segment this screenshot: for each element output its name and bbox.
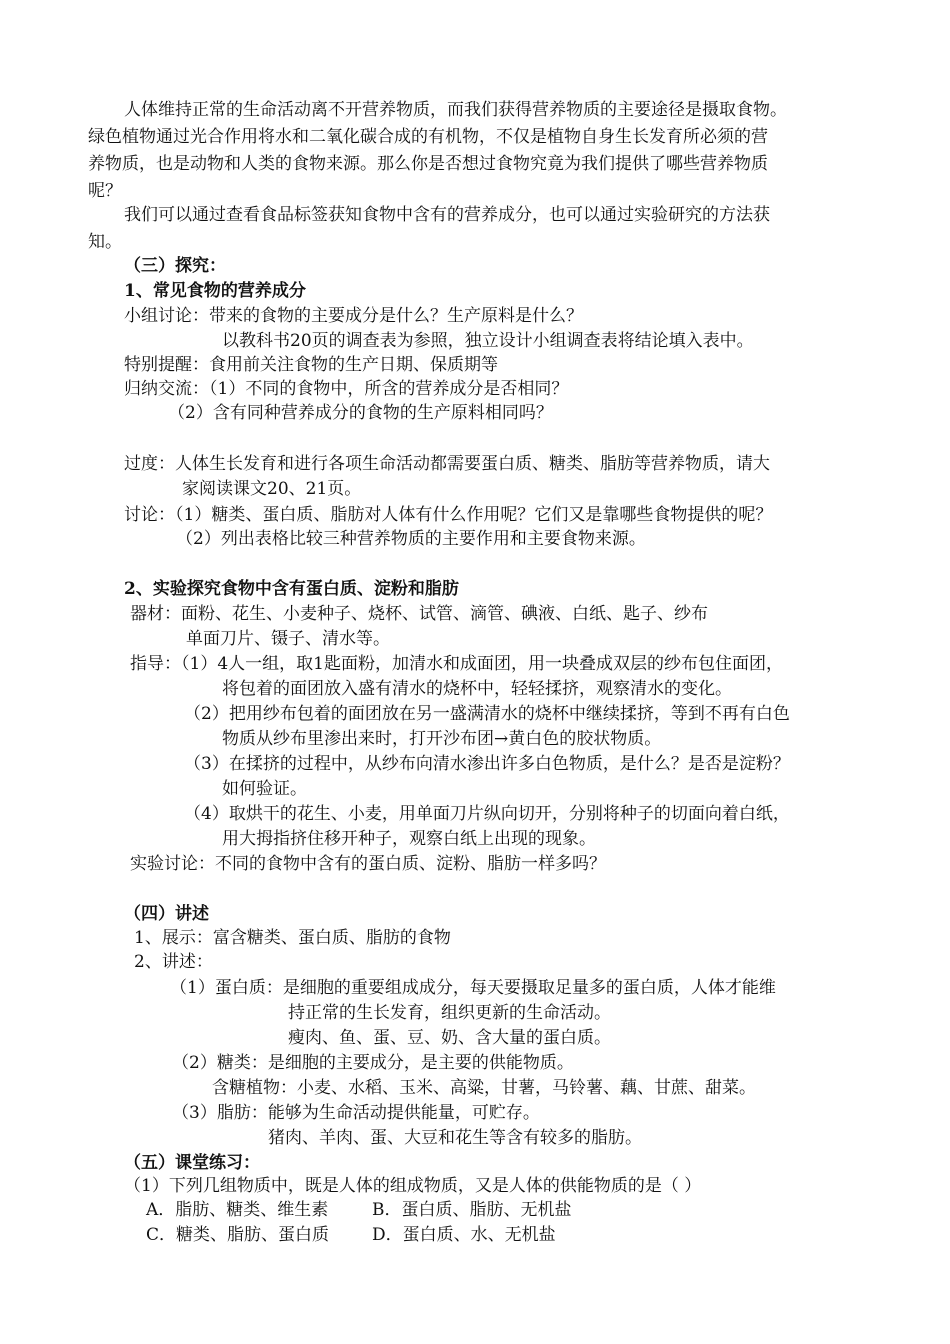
body-line: 瘦肉、鱼、蛋、豆、奶、含大量的蛋白质。 <box>288 1028 611 1048</box>
exercise-option: D．蛋白质、水、无机盐 <box>372 1225 556 1245</box>
body-line: （2）列出表格比较三种营养物质的主要作用和主要食物来源。 <box>176 529 646 549</box>
body-line: 2、讲述： <box>134 952 213 972</box>
body-line: （2）把用纱布包着的面团放在另一盛满清水的烧杯中继续揉挤，等到不再有白色 <box>184 704 790 724</box>
body-line: 物质从纱布里渗出来时，打开沙布团→黄白色的胶状物质。 <box>222 729 662 749</box>
body-line: 小组讨论：带来的食物的主要成分是什么？生产原料是什么？ <box>124 306 583 326</box>
body-line: 含糖植物：小麦、水稻、玉米、高粱，甘薯，马铃薯、藕、甘蔗、甜菜。 <box>212 1078 756 1098</box>
intro-p2-line: 我们可以通过查看食品标签获知食物中含有的营养成分，也可以通过实验研究的方法获 <box>124 205 770 225</box>
exercise-option: B．蛋白质、脂肪、无机盐 <box>372 1200 572 1220</box>
exercise-option: C．糖类、脂肪、蛋白质 <box>146 1225 330 1245</box>
body-line: 1、展示：富含糖类、蛋白质、脂肪的食物 <box>134 928 451 948</box>
body-line: （2）糖类：是细胞的主要成分，是主要的供能物质。 <box>172 1053 574 1073</box>
body-line: （3）在揉挤的过程中，从纱布向清水渗出许多白色物质，是什么？是否是淀粉？ <box>184 754 790 774</box>
body-line: （2）含有同种营养成分的食物的生产原料相同吗？ <box>168 403 553 423</box>
body-line: 讨论：（1）糖类、蛋白质、脂肪对人体有什么作用呢？它们又是靠哪些食物提供的呢？ <box>124 505 773 525</box>
intro-p1-line: 呢？ <box>88 181 122 201</box>
exercise-option: A．脂肪、糖类、维生素 <box>146 1200 329 1220</box>
body-line: 特别提醒：食用前关注食物的生产日期、保质期等 <box>124 355 498 375</box>
body-line: 持正常的生长发育，组织更新的生命活动。 <box>288 1003 611 1023</box>
intro-p1-line: 绿色植物通过光合作用将水和二氧化碳合成的有机物，不仅是植物自身生长发育所必须的营 <box>88 127 768 147</box>
subsection-heading: 1、常见食物的营养成分 <box>124 281 306 301</box>
body-line: （4）取烘干的花生、小麦，用单面刀片纵向切开，分别将种子的切面向着白纸， <box>184 804 790 824</box>
section-heading: （五）课堂练习： <box>124 1153 260 1173</box>
body-line: 过度：人体生长发育和进行各项生命活动都需要蛋白质、糖类、脂肪等营养物质，请大 <box>124 454 770 474</box>
section-heading: （四）讲述 <box>124 904 209 924</box>
body-line: （3）脂肪：能够为生命活动提供能量，可贮存。 <box>172 1103 540 1123</box>
body-line: 实验讨论：不同的食物中含有的蛋白质、淀粉、脂肪一样多吗？ <box>130 854 606 874</box>
exercise-question: （1）下列几组物质中，既是人体的组成物质，又是人体的供能物质的是（ ） <box>124 1176 702 1196</box>
body-line: 将包着的面团放入盛有清水的烧杯中，轻轻揉挤，观察清水的变化。 <box>222 679 732 699</box>
intro-p1-line: 人体维持正常的生命活动离不开营养物质，而我们获得营养物质的主要途径是摄取食物。 <box>124 100 787 120</box>
body-line: 如何验证。 <box>222 779 307 799</box>
body-line: 以教科书20页的调查表为参照，独立设计小组调查表将结论填入表中。 <box>222 331 754 351</box>
body-line: （1）蛋白质：是细胞的重要组成成分，每天要摄取足量多的蛋白质，人体才能维 <box>170 978 776 998</box>
body-line: 单面刀片、镊子、清水等。 <box>186 629 390 649</box>
body-line: 器材：面粉、花生、小麦种子、烧杯、试管、滴管、碘液、白纸、匙子、纱布 <box>130 604 708 624</box>
body-line: 指导：（1）4人一组，取1匙面粉，加清水和成面团，用一块叠成双层的纱布包住面团， <box>130 654 783 674</box>
body-line: 归纳交流：（1）不同的食物中，所含的营养成分是否相同？ <box>124 379 569 399</box>
intro-p2-line: 知。 <box>88 232 122 252</box>
body-line: 用大拇指挤住移开种子，观察白纸上出现的现象。 <box>222 829 596 849</box>
body-line: 猪肉、羊肉、蛋、大豆和花生等含有较多的脂肪。 <box>268 1128 642 1148</box>
section-heading: （三）探究： <box>124 256 226 276</box>
subsection-heading: 2、实验探究食物中含有蛋白质、淀粉和脂肪 <box>124 579 459 599</box>
intro-p1-line: 养物质，也是动物和人类的食物来源。那么你是否想过食物究竟为我们提供了哪些营养物质 <box>88 154 768 174</box>
body-line: 家阅读课文20、21页。 <box>182 479 362 499</box>
